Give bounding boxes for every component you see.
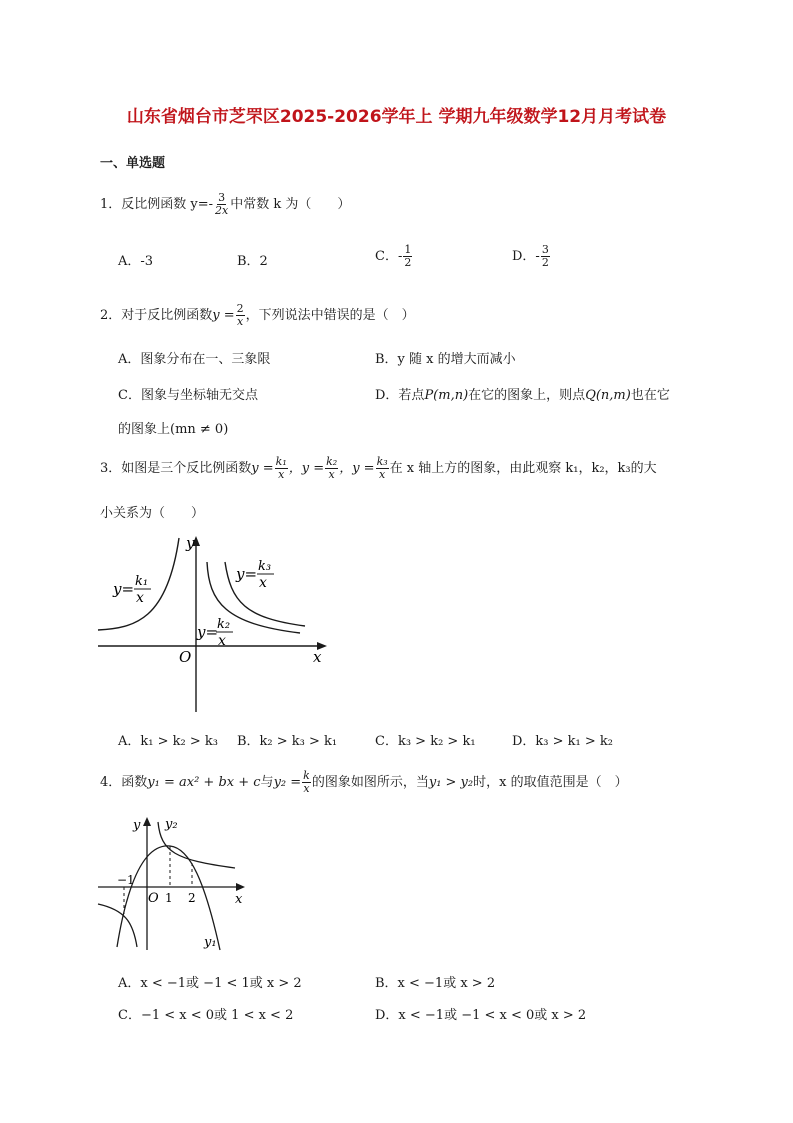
q1-option-a[interactable]: A．-3 bbox=[118, 254, 154, 269]
q4-option-b[interactable]: B．x < −1或 x > 2 bbox=[375, 976, 496, 991]
svg-text:x: x bbox=[136, 590, 144, 606]
section-heading: 一、单选题 bbox=[100, 156, 166, 171]
page-title: 山东省烟台市芝罘区2025-2026学年上 学期九年级数学12月月考试卷 bbox=[126, 107, 667, 127]
label-x: x bbox=[313, 648, 322, 666]
label-y: y bbox=[186, 534, 195, 552]
q3-option-c[interactable]: C．k₃ > k₂ > k₁ bbox=[375, 734, 476, 749]
y-axis-arrow bbox=[143, 817, 151, 826]
svg-text:y=: y= bbox=[197, 623, 219, 641]
question-3: 3．如图是三个反比例函数y = $\frac{\text{k₁}}{x}$ ，y = $\frac{\text{k₂}}{x}$ ，y = $\frac{\text{k₃}}{x}$ 在 x 轴上方的图象，由此观察 k₁，k₂，k₃的大 bbox=[100, 455, 657, 481]
svg-text:y=: y= bbox=[113, 580, 135, 598]
svg-text:x: x bbox=[259, 575, 267, 591]
svg-text:x: x bbox=[218, 633, 226, 649]
svg-text:y=: y= bbox=[236, 565, 258, 583]
q3-option-b[interactable]: B．k₂ > k₃ > k₁ bbox=[237, 734, 338, 749]
q1-prefix: 1．反比例函数 y=- bbox=[100, 197, 214, 212]
q1-suffix: 中常数 k 为（ ） bbox=[230, 197, 351, 212]
svg-text:x: x bbox=[235, 892, 243, 907]
q1-option-d[interactable]: D．- $\frac{3}{2}$ bbox=[512, 243, 549, 269]
question-3-line-2: 小关系为（ ） bbox=[100, 506, 205, 521]
q4-option-c[interactable]: C．−1 < x < 0或 1 < x < 2 bbox=[118, 1008, 294, 1023]
x-axis-arrow bbox=[236, 883, 245, 891]
svg-text:2: 2 bbox=[188, 891, 196, 905]
q3-option-d[interactable]: D．k₃ > k₁ > k₂ bbox=[512, 734, 614, 749]
q4-option-d[interactable]: D．x < −1或 −1 < x < 0或 x > 2 bbox=[375, 1008, 587, 1023]
svg-text:y₁: y₁ bbox=[204, 935, 217, 950]
question-4: 4．函数y₁ = ax² + bx + c与y₂ = $\frac{k}{x}$ 的图象如图所示，当y₁ > y₂时，x 的取值范围是（ ） bbox=[100, 769, 628, 795]
svg-text:1: 1 bbox=[165, 891, 173, 905]
svg-text:k₃: k₃ bbox=[258, 559, 272, 574]
q2-option-a[interactable]: A．图象分布在一、三象限 bbox=[118, 352, 271, 367]
q2-option-c[interactable]: C．图象与坐标轴无交点 bbox=[118, 388, 258, 403]
svg-text:−1: −1 bbox=[117, 873, 135, 887]
question-1 bbox=[100, 192, 350, 217]
svg-text:k₂: k₂ bbox=[217, 617, 231, 632]
label-origin: O bbox=[179, 648, 192, 666]
q1-fraction: $\frac{3}{2x}$ bbox=[215, 191, 229, 217]
q4-option-a[interactable]: A．x < −1或 −1 < 1或 x > 2 bbox=[118, 976, 302, 991]
q2-option-d[interactable]: D．若点P(m,n)在它的图象上，则点Q(n,m)也在它 bbox=[375, 388, 670, 403]
q4-graph bbox=[95, 812, 255, 954]
svg-text:y₂: y₂ bbox=[165, 817, 178, 832]
svg-text:k₁: k₁ bbox=[135, 574, 149, 589]
q3-option-a[interactable]: A．k₁ > k₂ > k₃ bbox=[118, 734, 218, 749]
q2-option-b[interactable]: B．y 随 x 的增大而减小 bbox=[375, 352, 516, 367]
svg-text:y: y bbox=[133, 818, 141, 833]
q1-option-b[interactable]: B．2 bbox=[237, 254, 268, 269]
q2-fraction: $\frac{2}{x}$ bbox=[236, 302, 244, 328]
question-2: 2．对于反比例函数y = $\frac{2}{x}$ ，下列说法中错误的是（ ） bbox=[100, 302, 415, 328]
svg-text:O: O bbox=[148, 891, 159, 906]
q3-graph bbox=[95, 532, 335, 717]
q2-option-d-continued: 的图象上(mn ≠ 0) bbox=[118, 422, 229, 437]
q1-option-c[interactable]: C．- $\frac{1}{2}$ bbox=[375, 243, 412, 269]
